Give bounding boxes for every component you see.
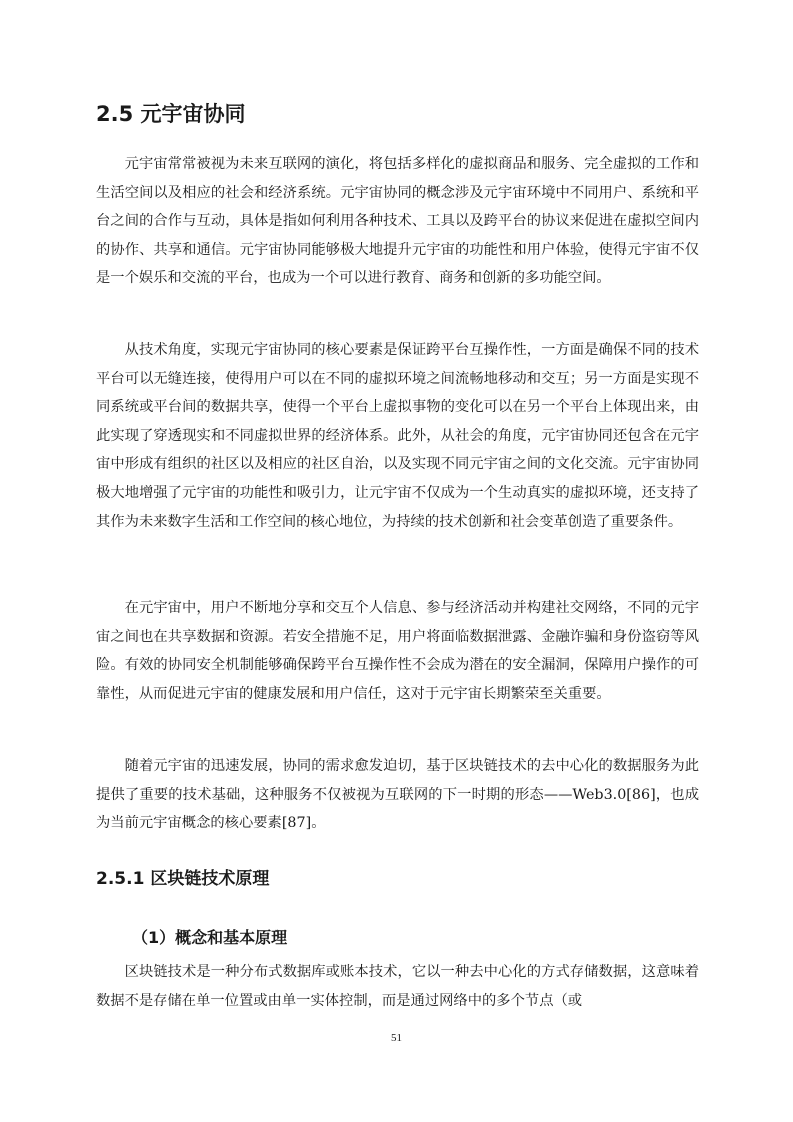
subsection-heading: 2.5.1 区块链技术原理 — [96, 869, 270, 889]
section-heading: 2.5 元宇宙协同 — [96, 102, 246, 126]
paragraph: 随着元宇宙的迅速发展，协同的需求愈发迫切，基于区块链技术的去中心化的数据服务为此提供了重要的技术基础，这种服务不仅被视为互联网的下一时期的形态——Web3.0[86]，也成为当前元宇宙概念的核心要素[87]。 — [96, 758, 699, 832]
paragraph: 区块链技术是一种分布式数据库或账本技术，它以一种去中心化的方式存储数据，这意味着数据不是存储在单一位置或由单一实体控制，而是通过网络中的多个节点（或 — [96, 964, 699, 1009]
item-heading: （1）概念和基本原理 — [132, 928, 288, 947]
page-number: 51 — [391, 1032, 402, 1044]
paragraph: 从技术角度，实现元宇宙协同的核心要素是保证跨平台互操作性，一方面是确保不同的技术平台可以无缝连接，使得用户可以在不同的虚拟环境之间流畅地移动和交互；另一方面是实现不同系统或平台间的数据共享，使得一个平台上虚拟事物的变化可以在另一个平台上体现出来，由此实现了穿透现实和不同虚拟世界的经济体系。此外，从社会的角度，元宇宙协同还包含在元宇宙中形成有组织的社区以及相应的社区自治，以及实现不同元宇宙之间的文化交流。元宇宙协同极大地增强了元宇宙的功能性和吸引力，让元宇宙不仅成为一个生动真实的虚拟环境，还支持了其作为未来数字生活和工作空间的核心地位，为持续的技术创新和社会变革创造了重要条件。 — [96, 342, 699, 530]
paragraph: 元宇宙常常被视为未来互联网的演化，将包括多样化的虚拟商品和服务、完全虚拟的工作和生活空间以及相应的社会和经济系统。元宇宙协同的概念涉及元宇宙环境中不同用户、系统和平台之间的合作与互动，具体是指如何利用各种技术、工具以及跨平台的协议来促进在虚拟空间内的协作、共享和通信。元宇宙协同能够极大地提升元宇宙的功能性和用户体验，使得元宇宙不仅是一个娱乐和交流的平台，也成为一个可以进行教育、商务和创新的多功能空间。 — [96, 156, 699, 287]
paragraph: 在元宇宙中，用户不断地分享和交互个人信息、参与经济活动并构建社交网络，不同的元宇宙之间也在共享数据和资源。若安全措施不足，用户将面临数据泄露、金融诈骗和身份盗窃等风险。有效的协同安全机制能够确保跨平台互操作性不会成为潜在的安全漏洞，保障用户操作的可靠性，从而促进元宇宙的健康发展和用户信任，这对于元宇宙长期繁荣至关重要。 — [96, 600, 699, 702]
